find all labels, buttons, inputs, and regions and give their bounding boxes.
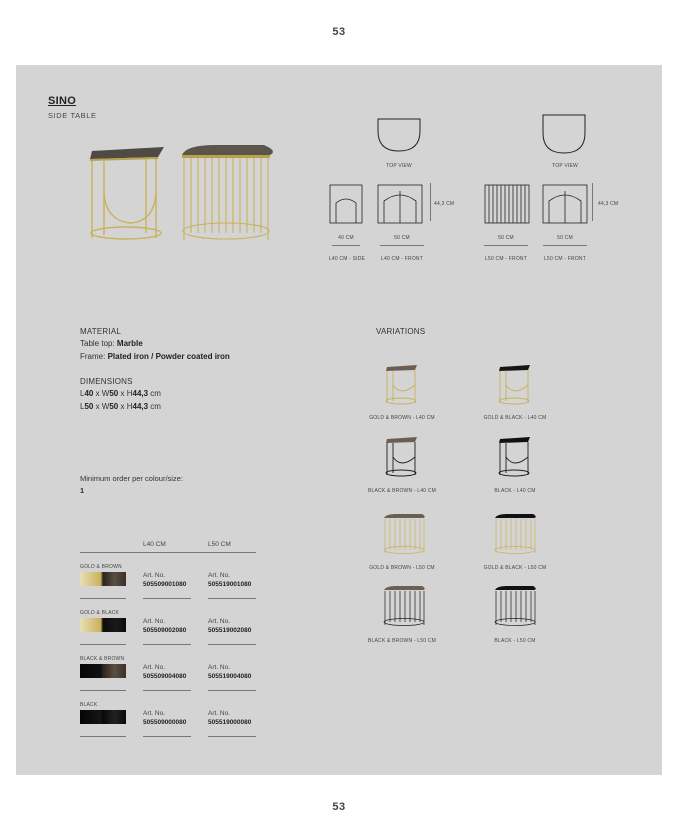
top-view-l50-drawing xyxy=(541,113,587,155)
art-table-header-l50: L50 CM xyxy=(208,541,231,548)
min-order-label: Minimum order per colour/size: xyxy=(80,474,183,483)
height-label-right: 44,3 CM xyxy=(598,201,619,207)
variation-label-4: BLACK - L40 CM xyxy=(494,488,536,494)
art-no-3-l50: 505519004080 xyxy=(208,673,252,680)
art-label-2-l40: Art. No. xyxy=(143,618,166,625)
art-label-4-l50: Art. No. xyxy=(208,710,231,717)
variation-thumb-gold-black-l50 xyxy=(493,513,537,555)
variation-thumb-black-brown-l40 xyxy=(384,435,420,477)
variation-thumb-gold-brown-l50 xyxy=(382,513,426,555)
height-label-left: 44,3 CM xyxy=(434,201,455,207)
variation-thumb-black-l50 xyxy=(493,585,537,627)
variation-thumb-gold-black-l40 xyxy=(497,363,533,405)
art-no-3-l40: 505509004080 xyxy=(143,673,187,680)
page-number-bottom: 53 xyxy=(332,801,346,813)
material-frame: Frame: Plated iron / Powder coated iron xyxy=(80,352,230,361)
dimension-l40: L40 x W50 x H44,3 cm xyxy=(80,389,161,398)
art-row-name-1: GOLD & BROWN xyxy=(80,564,122,570)
art-row-name-3: BLACK & BROWN xyxy=(80,656,125,662)
art-no-2-l40: 505509002080 xyxy=(143,627,187,634)
swatch-black-brown xyxy=(80,664,126,678)
caption-l50-front-a: L50 CM - FRONT xyxy=(485,256,527,262)
product-type: SIDE TABLE xyxy=(48,111,97,120)
page-number-top: 53 xyxy=(332,26,346,38)
variation-label-2: GOLD & BLACK - L40 CM xyxy=(483,415,547,421)
top-view-label-right: TOP VIEW xyxy=(552,163,578,169)
variation-label-1: GOLD & BROWN - L40 CM xyxy=(369,415,435,421)
art-no-4-l50: 505519000080 xyxy=(208,719,252,726)
front-side-drawings-l40 xyxy=(328,183,428,225)
material-top: Table top: Marble xyxy=(80,339,143,348)
variations-heading: VARIATIONS xyxy=(376,327,426,336)
front-drawings-l50 xyxy=(483,183,595,225)
top-view-label-left: TOP VIEW xyxy=(386,163,412,169)
variation-label-6: GOLD & BLACK - L50 CM xyxy=(483,565,547,571)
min-order-value: 1 xyxy=(80,486,85,495)
art-label-1-l40: Art. No. xyxy=(143,572,166,579)
hero-product-image xyxy=(86,143,286,243)
dim-40-label: 40 CM xyxy=(338,235,354,241)
art-label-3-l50: Art. No. xyxy=(208,664,231,671)
dimension-l50: L50 x W50 x H44,3 cm xyxy=(80,402,161,411)
dim-50a-label: 50 CM xyxy=(394,235,410,241)
art-label-2-l50: Art. No. xyxy=(208,618,231,625)
caption-l50-front-b: L50 CM - FRONT xyxy=(544,256,586,262)
swatch-black xyxy=(80,710,126,724)
swatch-gold-brown xyxy=(80,572,126,586)
swatch-gold-black xyxy=(80,618,126,632)
art-row-name-2: GOLD & BLACK xyxy=(80,610,120,616)
variation-thumb-black-l40 xyxy=(497,435,533,477)
dim-50c-label: 50 CM xyxy=(557,235,573,241)
catalog-sheet xyxy=(16,65,662,775)
art-label-1-l50: Art. No. xyxy=(208,572,231,579)
art-no-2-l50: 505519002080 xyxy=(208,627,252,634)
art-row-name-4: BLACK xyxy=(80,702,98,708)
art-label-3-l40: Art. No. xyxy=(143,664,166,671)
caption-l40-front: L40 CM - FRONT xyxy=(381,256,423,262)
dimensions-heading: DIMENSIONS xyxy=(80,377,133,386)
art-table-header-l40: L40 CM xyxy=(143,541,166,548)
variation-label-3: BLACK & BROWN - L40 CM xyxy=(367,488,437,494)
variation-label-5: GOLD & BROWN - L50 CM xyxy=(369,565,435,571)
art-no-1-l50: 505519001080 xyxy=(208,581,252,588)
dim-50b-label: 50 CM xyxy=(498,235,514,241)
art-no-1-l40: 505509001080 xyxy=(143,581,187,588)
product-name: SINO xyxy=(48,95,77,107)
caption-l40-side: L40 CM - SIDE xyxy=(328,256,366,262)
art-label-4-l40: Art. No. xyxy=(143,710,166,717)
variation-thumb-black-brown-l50 xyxy=(382,585,426,627)
material-heading: MATERIAL xyxy=(80,327,122,336)
variation-thumb-gold-brown-l40 xyxy=(384,363,420,405)
art-no-4-l40: 505509000080 xyxy=(143,719,187,726)
variation-label-7: BLACK & BROWN - L50 CM xyxy=(367,638,437,644)
top-view-l40-drawing xyxy=(376,117,422,153)
variation-label-8: BLACK - L50 CM xyxy=(494,638,536,644)
